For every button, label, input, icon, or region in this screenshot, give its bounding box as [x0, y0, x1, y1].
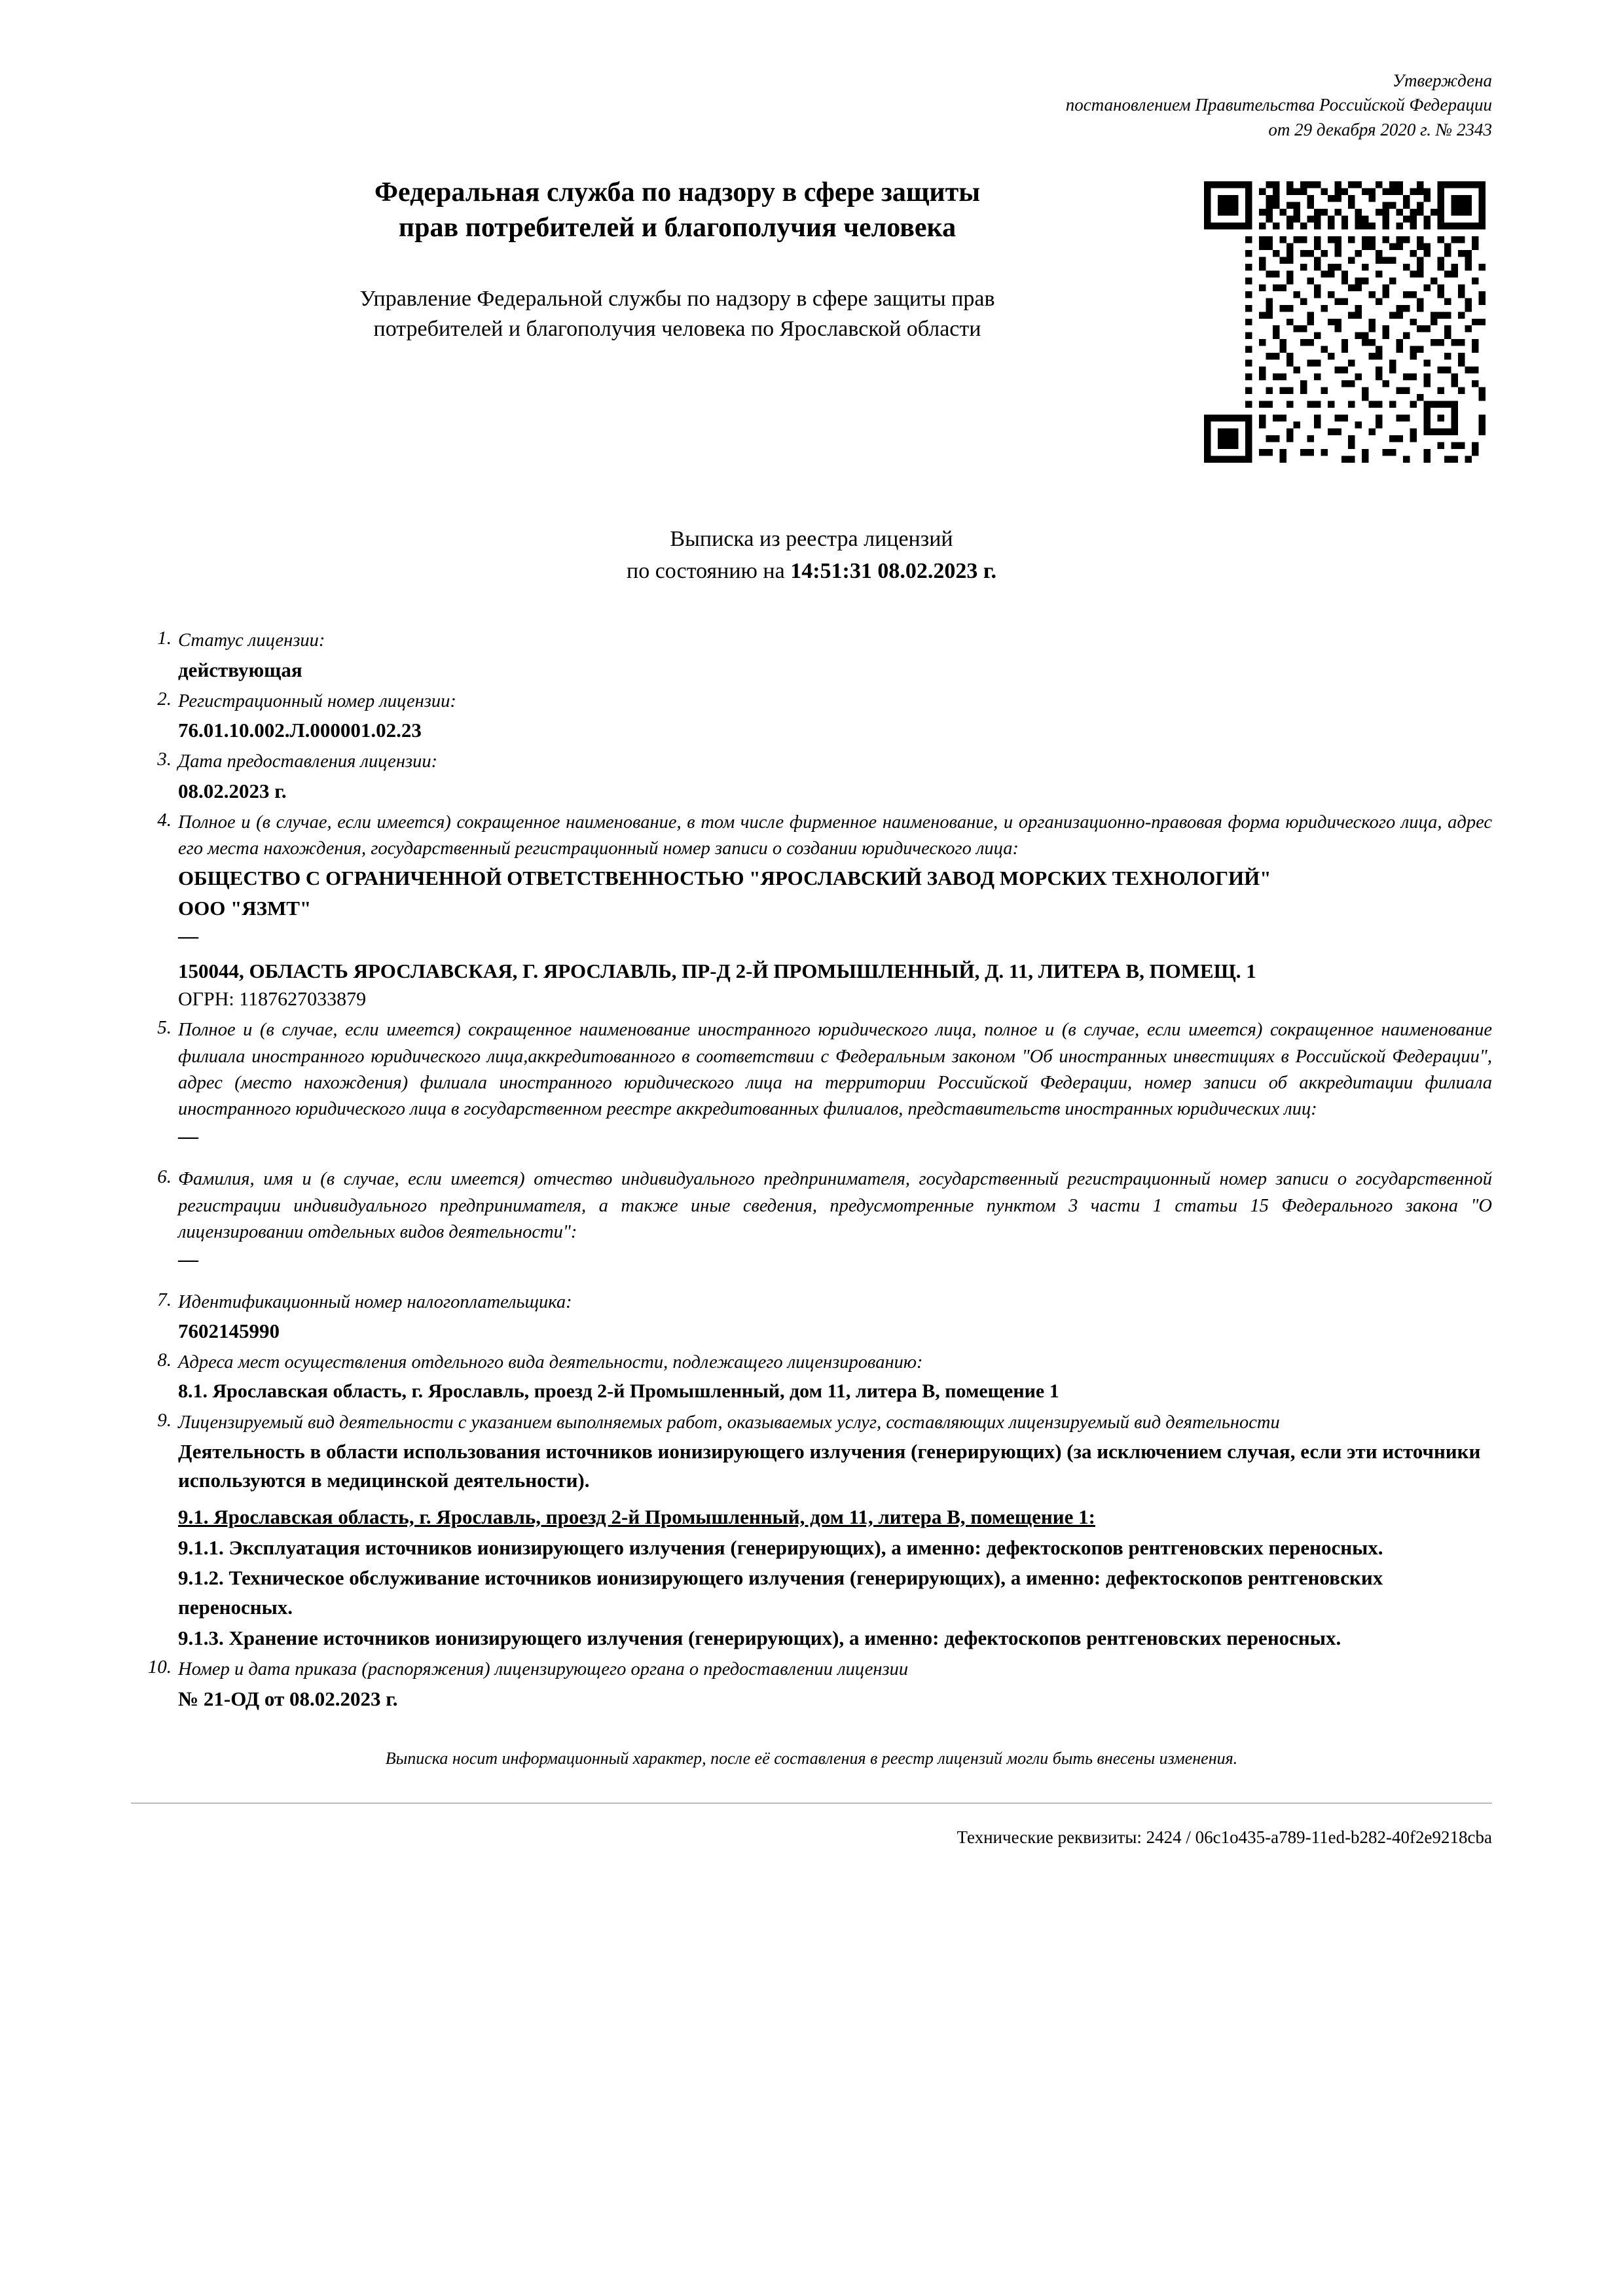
item-4-answer-address: 150044, ОБЛАСТЬ ЯРОСЛАВСКАЯ, Г. ЯРОСЛАВЛЬ, ПР-Д 2-Й ПРОМЫШЛЕННЫЙ, Д. 11, ЛИТЕРА В, ПОМЕЩ. 1 — [178, 960, 1256, 983]
item-4-spacer — [178, 949, 1492, 956]
approval-line-1: Утверждена — [1392, 71, 1492, 90]
informational-note: Выписка носит информационный характер, после её составления в реестр лицензий могли быть внесены изменения. — [385, 1748, 1238, 1768]
qr-code-svg — [1204, 181, 1486, 463]
extract-title — [131, 523, 1492, 588]
list-item-9 — [178, 1410, 1492, 1653]
item-8-question: Адреса мест осуществления отдельного вида деятельности, подлежащего лицензированию: — [178, 1352, 923, 1373]
qr-code-icon — [1204, 181, 1486, 463]
list-item-6 — [178, 1166, 1492, 1272]
approval-block — [131, 69, 1492, 142]
extract-datetime: 14:51:31 08.02.2023 г. — [790, 559, 996, 584]
list-item-4 — [178, 810, 1492, 1013]
item-2-question: Регистрационный номер лицензии: — [178, 691, 456, 711]
item-6-answer: — — [178, 1247, 198, 1270]
technical-details: Технические реквизиты: 2424 / 06c1o435-a789-11ed-b282-40f2e9218cba — [957, 1827, 1492, 1847]
item-7-answer: 7602145990 — [178, 1319, 280, 1343]
item-10-answer: № 21-ОД от 08.02.2023 г. — [178, 1687, 398, 1710]
item-4-answer-short-name: ООО "ЯЗМТ" — [178, 896, 312, 920]
header-text-block — [131, 175, 1204, 344]
agency-title: Федеральная служба по надзору в сфере защиты прав потребителей и благополучия человека — [374, 177, 981, 243]
item-9-answer: Деятельность в области использования источников ионизирующего излучения (генерирующих) (за исключением случая, если эти источники используются в медицинской деятельности). — [178, 1439, 1481, 1492]
license-items-list — [131, 628, 1492, 1713]
extract-line-2 — [131, 555, 1492, 587]
item-9-sub-header: 9.1. Ярославская область, г. Ярославль, проезд 2-й Промышленный, дом 11, литера В, помещение 1: — [178, 1505, 1095, 1528]
item-9-spacer — [178, 1495, 1492, 1501]
list-item-1 — [178, 628, 1492, 684]
item-1-answer: действующая — [178, 658, 302, 681]
list-item-8 — [178, 1350, 1492, 1405]
item-9-question: Лицензируемый вид деятельности с указанием выполняемых работ, оказываемых услуг, составляющих лицензируемый вид деятельности — [178, 1412, 1280, 1433]
item-4-answer-ogrn: ОГРН: 1187627033879 — [178, 988, 367, 1011]
footer-divider — [131, 1803, 1492, 1804]
list-item-5 — [178, 1017, 1492, 1149]
item-3-answer: 08.02.2023 г. — [178, 779, 287, 802]
item-9-sub-item-3: 9.1.3. Хранение источников ионизирующего излучения (генерирующих), а именно: дефектоскопов рентгеновских переносных. — [178, 1626, 1341, 1649]
item-2-answer: 76.01.10.002.Л.000001.02.23 — [178, 719, 422, 742]
item-1-question: Статус лицензии: — [178, 630, 325, 651]
approval-line-3: от 29 декабря 2020 г. № 2343 — [1268, 119, 1492, 139]
item-5-question: Полное и (в случае, если имеется) сокращенное наименование иностранного юридического лица, полное и (в случае, если имеется) сокращенное наименование филиала иностранного юридического лица,аккредитованного в соответствии с Федеральным законом "Об иностранных инвестициях в Российской Федерации", адрес (место нахождения) филиала иностранного юридического лица на территории Российской Федерации, номер записи об аккредитации филиала иностранного юридического лица в государственном реестре аккредитованных филиалов, представительств иностранных юридических лиц: — [178, 1020, 1492, 1120]
item-9-sub-item-2: 9.1.2. Техническое обслуживание источников ионизирующего излучения (генерирующих), а именно: дефектоскопов рентгеновских переносных. — [178, 1566, 1383, 1619]
extract-line-1: Выписка из реестра лицензий — [670, 526, 953, 551]
item-6-question: Фамилия, имя и (в случае, если имеется) отчество индивидуального предпринимателя, государственный регистрационный номер записи о государственной регистрации индивидуального предпринимателя, а также иные сведения, предусмотренные пунктом 3 части 1 статьи 15 Федерального закона "О лицензировании отдельных видов деятельности": — [178, 1169, 1492, 1243]
list-item-3 — [178, 749, 1492, 805]
list-item-10 — [178, 1657, 1492, 1713]
item-4-answer-full-name: ОБЩЕСТВО С ОГРАНИЧЕННОЙ ОТВЕТСТВЕННОСТЬЮ "ЯРОСЛАВСКИЙ ЗАВОД МОРСКИХ ТЕХНОЛОГИЙ" — [178, 866, 1271, 889]
item-4-question: Полное и (в случае, если имеется) сокращенное наименование, в том числе фирменное наименование, и организационно-правовая форма юридического лица, адрес его места нахождения, государственный регистрационный номер записи о создании юридического лица: — [178, 812, 1492, 859]
item-4-answer-dash: — — [178, 924, 198, 947]
extract-status-prefix: по состоянию на — [627, 559, 791, 584]
item-10-question: Номер и дата приказа (распоряжения) лицензирующего органа о предоставлении лицензии — [178, 1659, 909, 1680]
item-9-sub-item-1: 9.1.1. Эксплуатация источников ионизирующего излучения (генерирующих), а именно: дефектоскопов рентгеновских переносных. — [178, 1535, 1383, 1559]
item-7-question: Идентификационный номер налогоплательщика: — [178, 1291, 572, 1312]
list-item-7 — [178, 1289, 1492, 1346]
department-title: Управление Федеральной службы по надзору в сфере защиты прав потребителей и благополучия человека по Ярославской области — [359, 286, 995, 341]
approval-line-2: постановлением Правительства Российской Федерации — [1065, 95, 1492, 115]
document-header — [131, 175, 1492, 463]
item-3-question: Дата предоставления лицензии: — [178, 751, 438, 772]
list-item-2 — [178, 689, 1492, 745]
item-5-answer: — — [178, 1124, 198, 1147]
item-8-answer: 8.1. Ярославская область, г. Ярославль, проезд 2-й Промышленный, дом 11, литера В, помещение 1 — [178, 1380, 1059, 1402]
